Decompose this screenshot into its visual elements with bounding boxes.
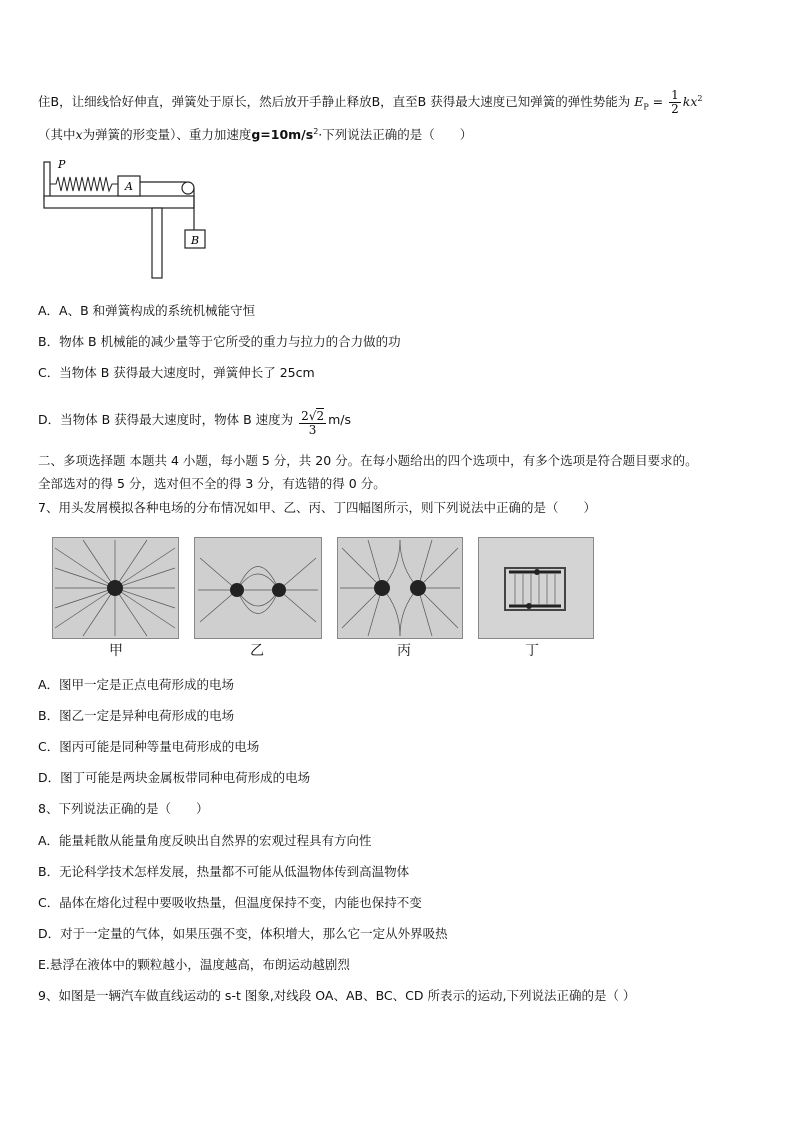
q8-option-c: C．晶体在熔化过程中要吸收热量，但温度保持不变，内能也保持不变 [38, 895, 422, 910]
q6-stem-line1 [38, 89, 702, 116]
velocity-fraction [299, 410, 326, 437]
formula-num: 1 [671, 88, 679, 102]
like-charges-field-icon [338, 538, 462, 638]
formula-eq: = [648, 94, 668, 109]
formula-e: E [634, 94, 644, 109]
velocity-root: 2 [316, 409, 325, 423]
caption-jia: 甲 [109, 643, 123, 659]
field-photo-jia [52, 537, 179, 639]
q8-option-b: B．无论科学技术怎样发展，热量都不可能从低温物体传到高温物体 [38, 864, 410, 879]
velocity-denominator: 3 [308, 423, 317, 437]
q6-stem-text: 住B，让细线恰好伸直，弹簧处于原长，然后放开手静止释放B，直至B 获得最大速度已知弹簧的弹性势能为 [38, 94, 631, 109]
q8-option-e: E.悬浮在液体中的颗粒越小，温度越高，布朗运动越剧烈 [38, 957, 350, 972]
velocity-unit: m/s [328, 412, 351, 427]
q6-line2-exp: 2 [313, 127, 319, 136]
q8-option-d: D．对于一定量的气体，如果压强不变，体积增大，那么它一定从外界吸热 [38, 926, 448, 941]
q6-option-b: B．物体 B 机械能的减少量等于它所受的重力与拉力的合力做的功 [38, 334, 401, 349]
sqrt-sign: √ [308, 409, 317, 423]
q6-line2-g: g=10m/s [251, 127, 314, 143]
label-p: P [58, 158, 66, 171]
velocity-coef: 2 [301, 409, 309, 423]
q7-option-a: A．图甲一定是正点电荷形成的电场 [38, 677, 235, 692]
parallel-plates-field-icon [479, 538, 593, 638]
q8-option-a: A．能量耗散从能量角度反映出自然界的宏观过程具有方向性 [38, 833, 372, 848]
field-photo-bing [337, 537, 463, 639]
q6-line2-post: ·下列说法正确的是（ ） [318, 127, 473, 143]
q6-line2-x: x [75, 127, 83, 143]
caption-bing: 丙 [397, 643, 411, 659]
field-photo-yi [194, 537, 322, 639]
elastic-energy-formula [634, 88, 703, 116]
q6-stem-line2 [38, 124, 472, 143]
q7-option-d: D．图丁可能是两块金属板带同种电荷形成的电场 [38, 770, 311, 785]
label-a: A [125, 180, 133, 193]
label-b: B [191, 234, 200, 247]
q9-stem: 9、如图是一辆汽车做直线运动的 s-t 图象,对线段 OA、AB、BC、CD 所表示的运动,下列说法正确的是（ ） [38, 988, 636, 1003]
formula-kx: kx [682, 94, 698, 109]
q6-option-d-text: D．当物体 B 获得最大速度时，物体 B 速度为 [38, 412, 294, 427]
opposite-charges-field-icon [195, 538, 321, 638]
q6-option-a: A．A、B 和弹簧构成的系统机械能守恒 [38, 303, 256, 318]
section2-line2: 全部选对的得 5 分，选对但不全的得 3 分，有选错的得 0 分。 [38, 476, 386, 491]
q8-stem: 8、下列说法正确的是（ ） [38, 801, 209, 816]
formula-exp: 2 [697, 93, 703, 103]
q7-option-b: B．图乙一定是异种电荷形成的电场 [38, 708, 235, 723]
q6-option-d [38, 410, 351, 437]
single-charge-field-icon [53, 538, 178, 638]
formula-fraction [669, 89, 681, 116]
section2-line1: 二、多项选择题 本题共 4 小题，每小题 5 分，共 20 分。在每小题给出的四个选项中，有多个选项是符合题目要求的。 [38, 453, 698, 468]
q6-apparatus-figure [40, 158, 220, 283]
field-photo-ding [478, 537, 594, 639]
velocity-numerator [299, 410, 326, 424]
formula-den: 2 [671, 102, 679, 116]
caption-ding: 丁 [525, 643, 539, 659]
q7-stem: 7、用头发屑模拟各种电场的分布情况如甲、乙、丙、丁四幅图所示，则下列说法中正确的是（ ） [38, 500, 596, 515]
q7-option-c: C．图丙可能是同种等量电荷形成的电场 [38, 739, 260, 754]
q6-line2-mid: 为弹簧的形变量）、重力加速度 [82, 127, 252, 143]
q6-option-c: C．当物体 B 获得最大速度时，弹簧伸长了 25cm [38, 365, 315, 380]
caption-yi: 乙 [250, 643, 264, 659]
q6-line2-pre: （其中 [38, 127, 76, 143]
formula-sub: P [643, 102, 649, 112]
